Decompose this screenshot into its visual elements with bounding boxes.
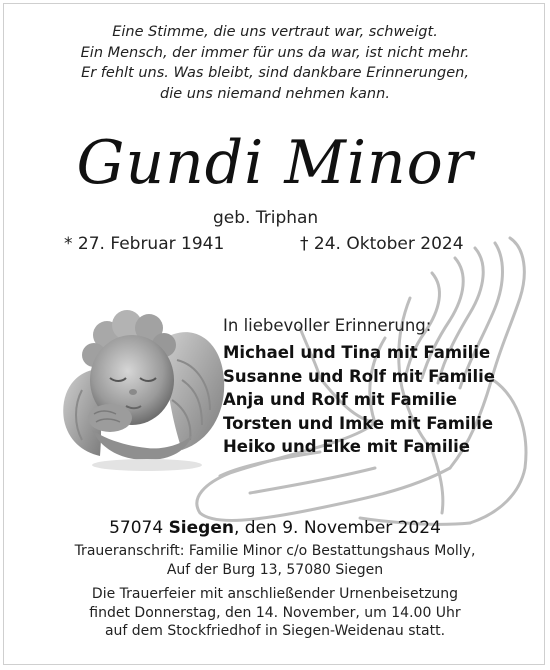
funeral-line: Die Trauerfeier mit anschließender Urnenbeisetzung [91, 586, 459, 602]
address-line: Auf der Burg 13, 57080 Siegen [166, 561, 384, 578]
death-date: † 24. Oktober 2024 [300, 234, 464, 254]
notice-date: , den 9. November 2024 [233, 518, 441, 538]
birth-date: * 27. Februar 1941 [64, 234, 225, 254]
mourner-family: Susanne und Rolf mit Familie [223, 366, 495, 386]
cherub-angel-illustration [52, 300, 227, 475]
funeral-line: auf dem Stockfriedhof in Siegen-Weidenau statt. [104, 623, 446, 639]
mourner-family: Torsten und Imke mit Familie [223, 413, 494, 433]
city: Siegen [168, 518, 234, 538]
mourners-list [223, 341, 495, 459]
memorial-poem [0, 22, 550, 104]
mourning-address [0, 542, 550, 579]
poem-line: die uns niemand nehmen kann. [160, 85, 390, 102]
poem-line: Eine Stimme, die uns vertraut war, schweigt. [112, 24, 438, 40]
poem-line: Er fehlt uns. Was bleibt, sind dankbare Erinnerungen, [81, 65, 469, 81]
address-line: Traueranschrift: Familie Minor c/o Bestattungshaus Molly, [74, 543, 476, 559]
place-date [0, 517, 550, 539]
mourner-family: Michael und Tina mit Familie [223, 343, 491, 362]
poem-line: Ein Mensch, der immer für uns da war, ist nicht mehr. [80, 44, 470, 61]
postcode: 57074 [109, 518, 164, 538]
deceased-name: Gundi Minor [76, 128, 474, 198]
funeral-line: findet Donnerstag, den 14. November, um 14.00 Uhr [89, 604, 461, 621]
memory-intro: In liebevoller Erinnerung: [223, 316, 432, 335]
mourner-family: Heiko und Elke mit Familie [223, 437, 470, 457]
mourner-family: Anja und Rolf mit Familie [223, 390, 457, 410]
funeral-info [0, 585, 550, 641]
maiden-name: geb. Triphan [213, 208, 319, 228]
